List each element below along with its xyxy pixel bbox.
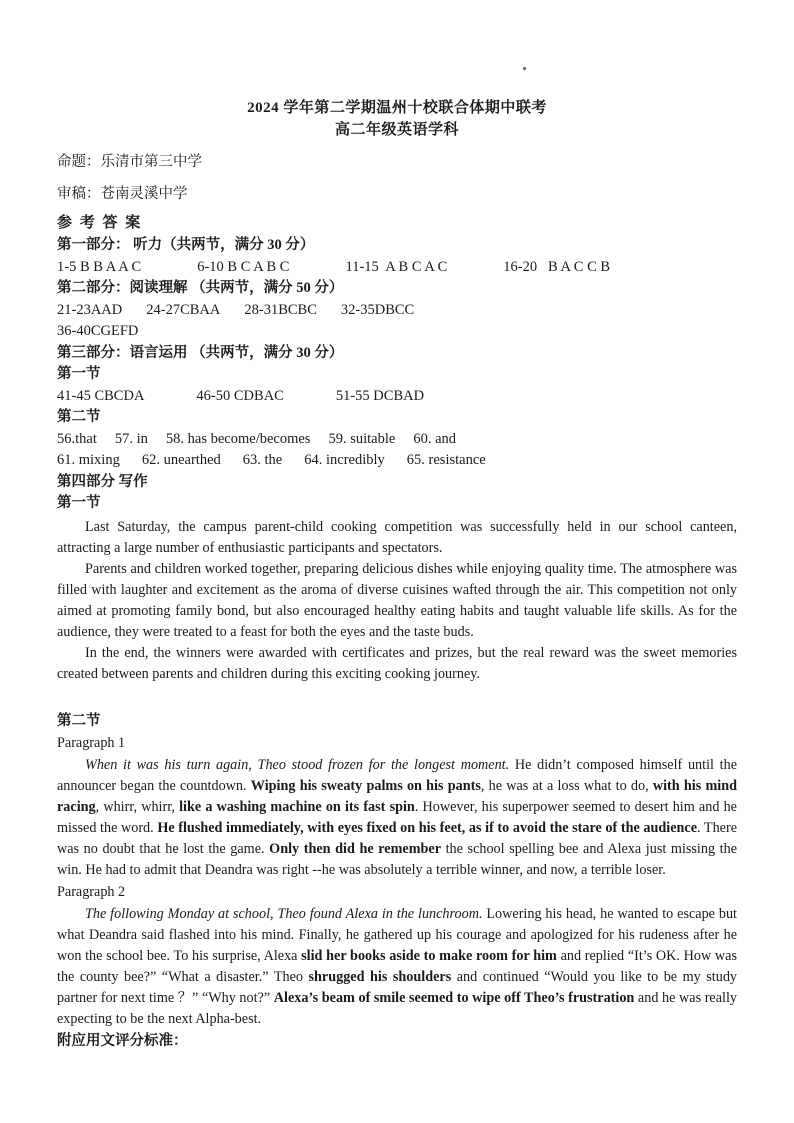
answer-key-heading: 参 考 答 案: [57, 215, 143, 231]
answer-group: 51-55 DCBAD: [335, 387, 425, 404]
part1-listening-answers: [57, 257, 737, 279]
text-run: like a washing machine on its fast spin: [179, 798, 415, 815]
text-run: . There was no doubt that he lost the game.: [57, 819, 737, 857]
rubric-note: 附应用文评分标准：: [57, 1032, 188, 1049]
answer-group: 6-10 B C A B C: [197, 258, 290, 275]
essay-model-answer: [57, 517, 737, 685]
part4-section1-label: 第一节: [57, 495, 101, 511]
answer-item: 57. in: [114, 430, 148, 447]
text-run: He flushed immediately, with eyes fixed on his feet, as if to avoid the stare of the audience: [157, 819, 697, 836]
answer-item: 65. resistance: [406, 452, 486, 468]
answer-key-block: [57, 235, 737, 515]
part3-section2-answers-row2: [57, 450, 737, 472]
text-run: The following Monday at school, Theo found Alexa in the lunchroom.: [85, 905, 483, 922]
answer-item: 64. incredibly: [304, 452, 385, 468]
answer-item: 63. the: [242, 452, 283, 468]
part3-section2-answers-row1: [57, 429, 737, 451]
page-artifact-dot: [523, 67, 526, 70]
text-run: and continued “Would you like to be my study partner for next time ？” “Why not?”: [57, 968, 738, 1006]
text-run: Only then did he remember: [269, 840, 442, 857]
part1-heading: 第一部分： 听力（共两节，满分 30 分）: [57, 237, 315, 253]
text-run: , whirr, whirr,: [95, 798, 180, 815]
text-run: and replied “It’s OK. How was the county bee?” “What a disaster.” Theo: [57, 947, 737, 985]
text-run: slid her books aside to make room for him: [301, 947, 557, 964]
essay-paragraph: Last Saturday, the campus parent-child cooking competition was successfully held in our school canteen, attracting a large number of enthusiastic participants and spectators.: [57, 518, 737, 556]
text-run: shrugged his shoulders: [308, 968, 452, 985]
part2-reading-answers-row1: [57, 300, 737, 322]
part4-heading: 第四部分 写作: [57, 473, 148, 490]
text-run: He didn’t composed himself until the announcer began the countdown.: [57, 756, 737, 794]
paragraph2-label: Paragraph 2: [57, 883, 126, 900]
text-run: , he was at a loss what to do,: [480, 777, 653, 794]
exam-title: 2024 学年第二学期温州十校联合体期中联考: [247, 100, 547, 116]
reviewer-line: 审稿：苍南灵溪中学: [57, 186, 188, 202]
part2-heading: 第二部分：阅读理解 （共两节，满分 50 分）: [57, 280, 344, 296]
answer-item: 58. has become/becomes: [165, 430, 311, 447]
paragraph2-text: [57, 904, 737, 1030]
part3-heading: 第三部分：语言运用 （共两节，满分 30 分）: [57, 344, 344, 361]
essay-paragraph: Parents and children worked together, preparing delicious dishes while enjoying quality time. The atmosphere was filled with laughter and excitement as the aroma of diverse cuisines wafted through the air. This competition not only aimed at promoting family bond, but also encouraged healthy eating habits and taught valuable life skills. As for the audience, they were treated to a feast for both the eyes and the taste buds.: [57, 560, 737, 640]
text-run: Lowering his head, he wanted to escape but what Deandra said flashed into his mind. Finally, he gathered up his courage and apologized for his rudeness after he won the school bee. To his surprise, Alexa: [57, 905, 737, 964]
part3-section2-label: 第二节: [57, 409, 101, 425]
answer-group: 41-45 CBCDA: [57, 387, 145, 404]
answer-group: 46-50 CDBAC: [196, 387, 284, 404]
paragraph1-label: Paragraph 1: [57, 734, 126, 751]
answer-item: 61. mixing: [57, 452, 120, 468]
text-run: Alexa’s beam of smile seemed to wipe off Theo’s frustration: [273, 989, 635, 1006]
part4-section2-label: 第二节: [57, 712, 101, 729]
text-run: and he was really expecting to be the next Alpha-best.: [57, 989, 737, 1027]
exam-subtitle: 高二年级英语学科: [334, 122, 459, 138]
answer-group: 21-23AAD: [57, 301, 123, 318]
answer-item: 60. and: [413, 430, 456, 447]
part2-reading-answers-row2: 36-40CGEFD: [57, 323, 139, 339]
answer-item: 59. suitable: [328, 430, 396, 447]
answer-group: 28-31BCBC: [244, 301, 317, 318]
answer-group: 24-27CBAA: [146, 301, 221, 318]
text-run: When it was his turn again, Theo stood frozen for the longest moment.: [85, 756, 510, 773]
answer-item: 62. unearthed: [141, 452, 221, 468]
answer-group: 1-5 B B A A C: [57, 258, 142, 275]
part3-section1-answers: [57, 386, 737, 408]
part3-section1-label: 第一节: [57, 366, 101, 382]
paragraph1-text: [57, 755, 737, 881]
answer-group: 32-35DBCC: [340, 301, 415, 318]
proposer-line: 命题：乐清市第三中学: [57, 154, 202, 170]
text-run: with his mind racing: [57, 777, 738, 815]
text-run: . However, his superpower seemed to desert him and he missed the word.: [57, 798, 737, 836]
essay-paragraph: In the end, the winners were awarded with certificates and prizes, but the real reward was the sweet memories created between parents and children during this exciting cooking journey.: [57, 644, 737, 682]
answer-group: 16-20 B A C C B: [503, 258, 611, 275]
text-run: the school spelling bee and Alexa just missing the win. He had to admit that Deandra was right --he was absolutely a terrible winner, and now, a terrible loser.: [57, 840, 737, 878]
answer-group: 11-15 A B C A C: [345, 258, 448, 275]
answer-item: 56.that: [57, 430, 97, 447]
text-run: Wiping his sweaty palms on his pants: [250, 777, 481, 794]
